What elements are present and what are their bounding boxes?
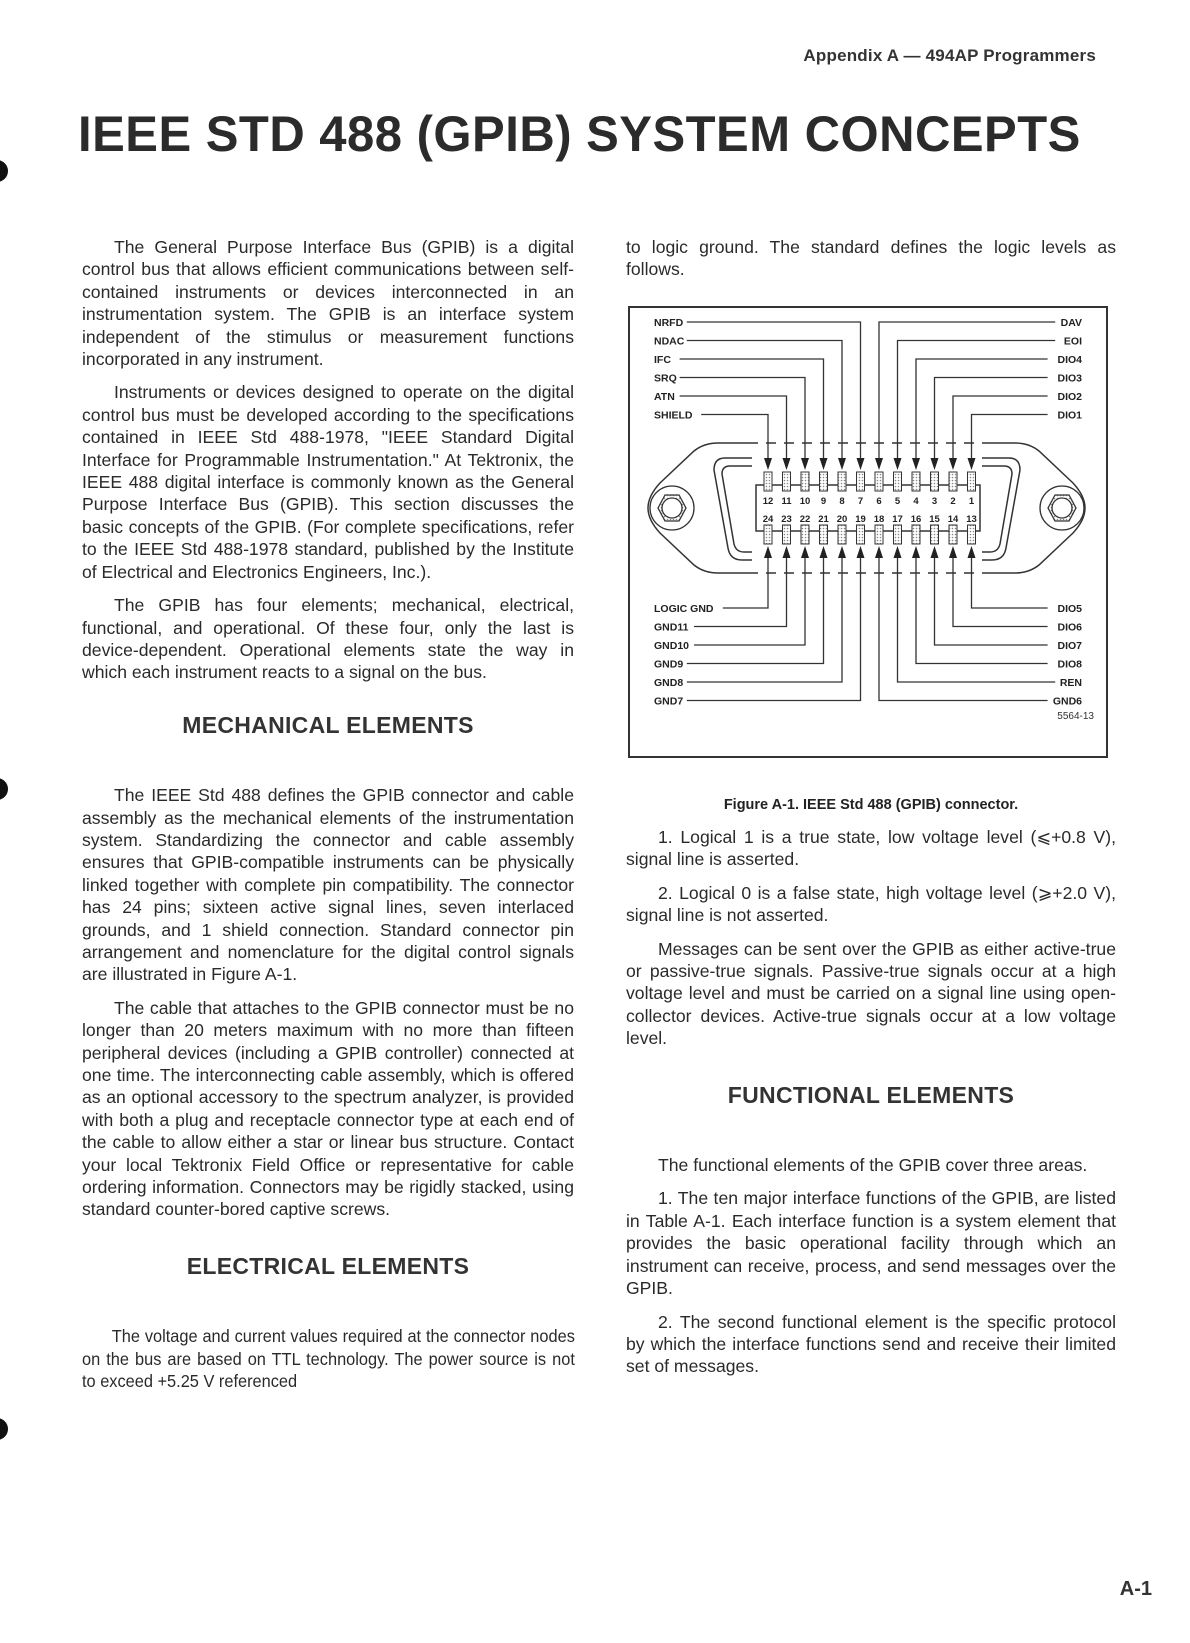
intro-paragraph: Instruments or devices designed to operate on the digital control bus must be developed according to the specifications contained in IEEE Std 488-1978, "IEEE Standard Digital Interface for Programmable Instrumentation." At Tektronix, the IEEE 488 digital interface is commonly known as the General Purpose Interface Bus (GPIB). This section discusses the basic concepts of the GPIB. (For complete specifications, refer to the IEEE Std 488-1978 standard, published by the Institute of Electrical and Electronics Engineers, Inc.). bbox=[82, 382, 574, 582]
logic-level-item: 2. Logical 0 is a false state, high voltage level (⩾+2.0 V), signal line is not asserted. bbox=[626, 882, 1116, 926]
pin-number: 3 bbox=[931, 496, 938, 507]
gpib-connector-figure bbox=[628, 306, 1108, 758]
functional-paragraph: 2. The second functional element is the specific protocol by which the interface functions send and receive their limited set of messages. bbox=[626, 1311, 1116, 1377]
signal-label: GND9 bbox=[654, 658, 684, 671]
signal-label: SRQ bbox=[654, 372, 677, 385]
right-column bbox=[626, 236, 1116, 292]
logic-level-item: 1. Logical 1 is a true state, low voltage level (⩽+0.8 V), signal line is asserted. bbox=[626, 827, 1116, 870]
signal-label: EOI bbox=[1063, 335, 1082, 348]
signal-label: DIO7 bbox=[1057, 640, 1082, 652]
page-title: IEEE STD 488 (GPIB) SYSTEM CONCEPTS bbox=[78, 106, 1081, 162]
signal-label: DIO6 bbox=[1057, 621, 1082, 634]
figure-caption: Figure A-1. IEEE Std 488 (GPIB) connector. bbox=[723, 797, 1019, 813]
pin-number: 23 bbox=[781, 514, 792, 525]
messages-paragraph: Messages can be sent over the GPIB as either active-true or passive-true signals. Passive-true signals occur at a high voltage level and must be carried on a signal line using open-collector devices. Active-true signals occur at a low voltage level. bbox=[626, 938, 1116, 1049]
pin-number: 18 bbox=[873, 514, 885, 525]
pin-number: 12 bbox=[762, 496, 774, 507]
figure-id: 5564-13 bbox=[1057, 711, 1094, 722]
signal-label: DIO1 bbox=[1057, 409, 1082, 422]
left-column bbox=[82, 236, 574, 1403]
pin-number: 5 bbox=[894, 496, 901, 507]
pin-number: 4 bbox=[913, 496, 919, 507]
signal-label: ATN bbox=[654, 391, 675, 403]
signal-label: NRFD bbox=[654, 317, 684, 329]
pin-number: 13 bbox=[966, 514, 977, 525]
signal-label: SHIELD bbox=[654, 409, 693, 422]
signal-label: DIO5 bbox=[1057, 603, 1082, 615]
pin-number: 20 bbox=[836, 514, 848, 525]
pin-number: 11 bbox=[781, 496, 792, 507]
functional-paragraph: 1. The ten major interface functions of the GPIB, are listed in Table A-1. Each interface function is a system element that provides the basic operational facility through which an instrument can receive, process, and send messages over the GPIB. bbox=[626, 1188, 1116, 1299]
binder-hole-mark bbox=[0, 778, 8, 800]
intro-paragraph: The GPIB has four elements; mechanical, electrical, functional, and operational. Of these four, only the last is device-dependent. Operational elements state the way in which each instrument reacts to a signal on the bus. bbox=[82, 595, 574, 683]
right-column-lower bbox=[626, 826, 1116, 1389]
signal-label: DAV bbox=[1060, 317, 1082, 329]
pin-number: 8 bbox=[839, 496, 845, 507]
functional-paragraph: The functional elements of the GPIB cover three areas. bbox=[658, 1155, 1088, 1176]
pin-number: 2 bbox=[950, 496, 956, 507]
intro-paragraph: The General Purpose Interface Bus (GPIB) is a digital control bus that allows efficient communications between self-contained instruments or devices interconnected in an instrumentation system. The GPIB is an interface system independent of the stimulus or measurement functions incorporated in any instrument. bbox=[82, 237, 574, 370]
mechanical-paragraph: The cable that attaches to the GPIB connector must be no longer than 20 meters maximum with no more than fifteen peripheral devices (including a GPIB controller) connected at one time. The interconnecting cable assembly, which is offered as an optional accessory to the spectrum analyzer, is provided with both a plug and receptacle connector type at each end of the cable to allow either a star or linear bus structure. Contact your local Tektronix Field Office or representative for cable ordering information. Connectors may be rigidly stacked, using standard counter-bored captive screws. bbox=[82, 997, 574, 1220]
pin-number: 24 bbox=[762, 514, 774, 525]
electrical-paragraph: The voltage and current values required at the connector nodes on the bus are based on TTL technology. The power source is not to exceed +5.25 V referenced bbox=[82, 1326, 575, 1392]
pin-number: 6 bbox=[876, 496, 882, 507]
signal-label: DIO3 bbox=[1057, 372, 1082, 385]
mechanical-paragraph: The IEEE Std 488 defines the GPIB connector and cable assembly as the mechanical elements of the instrumentation system. Standardizing the connector and cable assembly ensures that GPIB-compatible instruments can be physically linked together with complete pin compatibility. The connector has 24 pins; sixteen active signal lines, seven interlaced grounds, and 1 shield connection. Standard connector pin arrangement and nomenclature for the digital control signals are illustrated in Figure A-1. bbox=[82, 785, 574, 985]
signal-label: IFC bbox=[654, 354, 671, 366]
pin-number: 15 bbox=[929, 514, 940, 525]
pin-number: 1 bbox=[968, 496, 975, 507]
pin-number: 16 bbox=[910, 514, 922, 525]
signal-label: DIO4 bbox=[1057, 354, 1082, 366]
section-heading-mechanical: MECHANICAL ELEMENTS bbox=[182, 711, 474, 738]
page-number: A-1 bbox=[1119, 1578, 1152, 1600]
signal-label: GND6 bbox=[1052, 695, 1082, 708]
binder-hole-mark bbox=[0, 1418, 8, 1440]
pin-number: 10 bbox=[799, 496, 811, 507]
pin-number: 17 bbox=[892, 514, 903, 525]
signal-label: GND8 bbox=[654, 677, 684, 689]
pin-number: 21 bbox=[818, 514, 829, 525]
signal-label: GND10 bbox=[654, 640, 690, 652]
signal-label: LOGIC GND bbox=[654, 603, 714, 615]
pin-number: 19 bbox=[855, 514, 866, 525]
signal-label: NDAC bbox=[654, 335, 685, 348]
binder-hole-mark bbox=[0, 160, 8, 182]
signal-label: REN bbox=[1059, 677, 1082, 689]
signal-label: DIO2 bbox=[1057, 391, 1082, 403]
running-head: Appendix A — 494AP Programmers bbox=[803, 46, 1096, 65]
pin-number: 7 bbox=[857, 496, 864, 507]
pin-number: 14 bbox=[947, 514, 959, 525]
section-heading-functional: FUNCTIONAL ELEMENTS bbox=[727, 1081, 1015, 1108]
pin-number: 9 bbox=[820, 496, 827, 507]
signal-label: DIO8 bbox=[1057, 658, 1082, 671]
signal-label: GND7 bbox=[654, 695, 684, 708]
signal-label: GND11 bbox=[654, 621, 689, 634]
section-heading-electrical: ELECTRICAL ELEMENTS bbox=[186, 1252, 470, 1279]
pin-number: 22 bbox=[799, 514, 811, 525]
continuation-paragraph: to logic ground. The standard defines the logic levels as follows. bbox=[626, 237, 1116, 280]
